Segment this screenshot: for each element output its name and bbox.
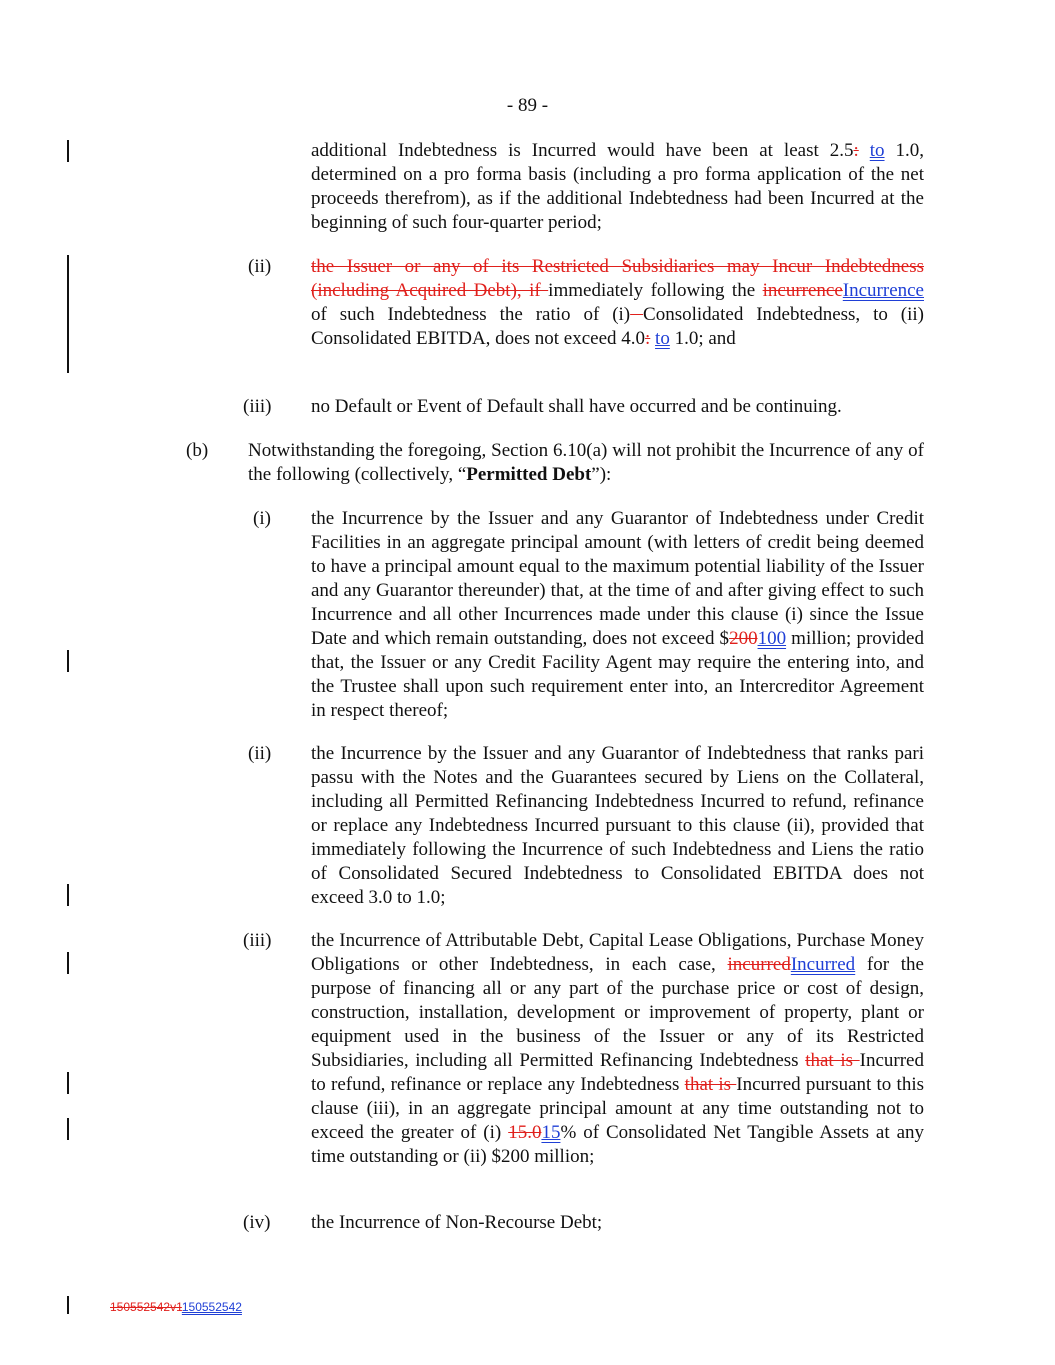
insertion-mark: to <box>869 140 885 161</box>
document-id <box>110 1300 242 1314</box>
change-bar <box>67 1296 69 1314</box>
clause-label: (ii) <box>248 256 272 277</box>
change-bar <box>67 884 69 906</box>
deletion-mark: 200 <box>729 628 758 649</box>
clause-a-ii: the Issuer or any of its Restricted Subsidiaries may Incur Indebtedness (including Acquired Debt), if immediately following the incurrenceIncurrence of such Indebtedness the ratio of (i) Consolidated Indebtedness, to (ii) Consolidated EBITDA, does not exceed 4.0: to 1.0; and <box>311 256 924 349</box>
deletion-mark <box>630 304 643 325</box>
change-bar <box>67 650 69 672</box>
change-bar <box>67 140 69 162</box>
change-bar <box>67 952 69 974</box>
change-bar <box>67 1118 69 1140</box>
clause-label: (iii) <box>243 396 272 417</box>
change-bar <box>67 1072 69 1094</box>
insertion-mark: 100 <box>757 628 787 649</box>
clause-a-iii: no Default or Event of Default shall have occurred and be continuing. <box>311 396 842 417</box>
deletion-mark: that is <box>805 1050 860 1071</box>
clause-b-i: the Incurrence by the Issuer and any Guarantor of Indebtedness under Credit Facilities in an aggregate principal amount (with letters of credit being deemed to have a principal amount equal to the maximum potential liability of the Issuer and any Guarantor thereunder) that, at the time of and after giving effect to such Incurrence and all other Incurrences made under this clause (i) since the Issue Date and which remain outstanding, does not exceed $200100 million; provided that, the Issuer or any Credit Facility Agent may require the entering into, and the Trustee shall upon such requirement enter into, an Intercreditor Agreement in respect thereof; <box>311 508 924 721</box>
deletion-mark: 15.0 <box>508 1122 542 1143</box>
insertion-mark: Incurred <box>790 954 856 975</box>
deletion-mark: : <box>853 140 859 161</box>
insertion-mark: 150552542 <box>181 1300 242 1314</box>
change-bar <box>67 255 69 373</box>
clause-label: (iv) <box>243 1212 271 1233</box>
deletion-mark: that is <box>684 1074 737 1095</box>
insertion-mark: to <box>655 328 670 349</box>
defined-term: Permitted Debt <box>466 464 592 485</box>
deletion-mark: the Issuer or any of its Restricted Subsidiaries may Incur Indebtedness (including Acquired Debt), if <box>311 256 924 301</box>
page-number: - 89 - <box>506 95 549 116</box>
insertion-mark: Incurrence <box>842 280 924 301</box>
deletion-mark: 150552542v1 <box>110 1300 182 1314</box>
clause-label: (iii) <box>243 930 272 951</box>
clause-b-iv: the Incurrence of Non-Recourse Debt; <box>311 1212 603 1233</box>
clause-label: (i) <box>253 508 271 529</box>
clause-b-ii: the Incurrence by the Issuer and any Guarantor of Indebtedness that ranks pari passu with the Notes and the Guarantees secured by Liens on the Collateral, including all Permitted Refinancing Indebtedness Incurred to refund, refinance or replace any Indebtedness Incurred pursuant to this clause (ii), provided that immediately following the Incurrence of such Indebtedness and Liens the ratio of Consolidated Secured Indebtedness to Consolidated EBITDA does not exceed 3.0 to 1.0; <box>311 743 924 908</box>
deletion-mark: : <box>645 328 651 349</box>
deletion-mark: incurrence <box>762 280 843 301</box>
paragraph-b: Notwithstanding the foregoing, Section 6.10(a) will not prohibit the Incurrence of any of the following (collectively, “Permitted Debt”): <box>248 440 924 485</box>
deletion-mark: incurred <box>727 954 791 975</box>
clause-label: (ii) <box>248 743 272 764</box>
insertion-mark: 15 <box>541 1122 561 1143</box>
clause-b-iii: the Incurrence of Attributable Debt, Capital Lease Obligations, Purchase Money Obligations or other Indebtedness, in each case, incurredIncurred for the purpose of financing all or any part of the purchase price or cost of design, construction, installation, development or improvement of property, plant or equipment used in the business of the Issuer or any of its Restricted Subsidiaries, including all Permitted Refinancing Indebtedness that is Incurred to refund, refinance or replace any Indebtedness that is Incurred pursuant to this clause (iii), in an aggregate principal amount at any time outstanding not to exceed the greater of (i) 15.015% of Consolidated Net Tangible Assets at any time outstanding or (ii) $200 million; <box>311 930 925 1167</box>
paragraph-a-continuation: additional Indebtedness is Incurred would have been at least 2.5: to 1.0, determined on a pro forma basis (including a pro forma application of the net proceeds therefrom), as if the additional Indebtedness had been Incurred at the beginning of such four-quarter period; <box>311 140 925 233</box>
section-label: (b) <box>186 440 209 461</box>
